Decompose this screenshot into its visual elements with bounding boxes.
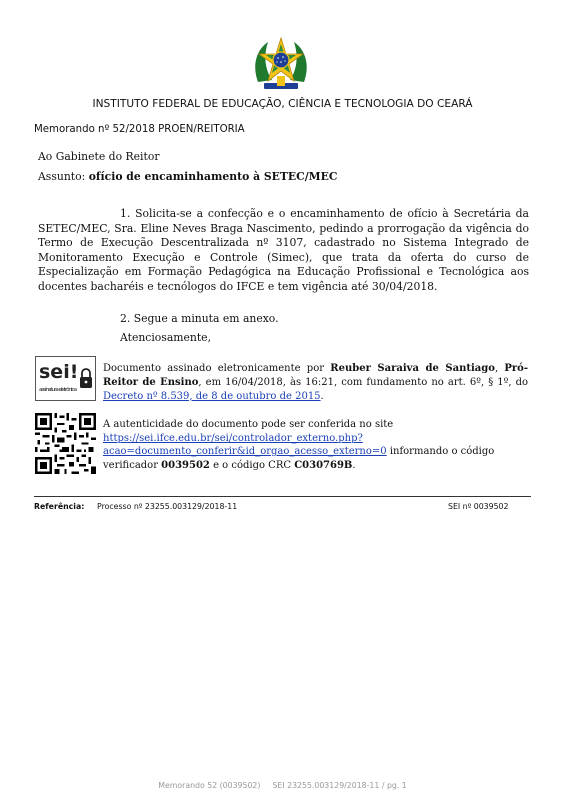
- verifier-code: 0039502: [161, 459, 210, 471]
- reference-divider: [34, 496, 531, 497]
- authenticity-end: .: [352, 459, 356, 471]
- memo-number: Memorando nº 52/2018 PROEN/REITORIA: [34, 124, 245, 135]
- crc-code: C030769B: [294, 459, 353, 471]
- sei-number: SEI nº 0039502: [448, 502, 509, 511]
- body-paragraph-1: [38, 207, 529, 295]
- body-paragraph-2: 2. Segue a minuta em anexo.: [120, 312, 279, 325]
- authenticity-intro: A autenticidade do documento pode ser conferida no site: [103, 419, 394, 430]
- padlock-icon: [80, 369, 92, 388]
- page-footer: [0, 781, 565, 790]
- subject-line: [38, 170, 337, 183]
- authenticity-text: [103, 418, 533, 472]
- qr-code-icon: [35, 413, 96, 474]
- reference-label: Referência:: [34, 502, 85, 511]
- sei-signature-logo: [35, 356, 96, 401]
- verification-url-line-2[interactable]: acao=documento_conferir&id_orgao_acesso_externo=0: [103, 446, 387, 457]
- brazil-coat-of-arms-icon: [250, 36, 312, 94]
- signature-end: .: [320, 390, 324, 402]
- signature-details: , em 16/04/2018, às 16:21, com fundamento no art. 6º, § 1º, do: [198, 376, 529, 388]
- sei-logo-icon: [36, 357, 95, 400]
- recipient: Ao Gabinete do Reitor: [38, 150, 160, 163]
- footer-process-page: SEI 23255.003129/2018-11 / pg. 1: [272, 781, 407, 790]
- authenticity-crc-label: e o código CRC: [209, 459, 295, 471]
- sei-logo-text: sei!: [39, 361, 79, 383]
- signature-text: [103, 362, 528, 403]
- subject-text: ofício de encaminhamento à SETEC/MEC: [88, 170, 338, 183]
- footer-document: Memorando 52 (0039502): [158, 781, 261, 790]
- subject-label: Assunto:: [38, 170, 89, 183]
- signer-name: Reuber Saraiva de Santiago: [330, 363, 495, 374]
- sei-logo-subtext: assinatura eletrônica: [39, 387, 77, 393]
- paragraph-1-text: 1. Solicita-se a confecção e o encaminhamento de ofício à Secretária da SETEC/MEC, Sra. Eline Neves Braga Nascimento, pedindo a prorrogação da vigência do Termo de Execução Descentralizada nº 3107, cadastrado no Sistema Integrado de Monitoramento Execução e Controle (Simec), que trata da oferta do curso de Especialização em Formação Pedagógica na Educação Profissional e Tecnológica aos docentes bacharéis e tecnólogos do IFCE e tem vigência até 30/04/2018.: [38, 207, 529, 293]
- reference-process: Processo nº 23255.003129/2018-11: [97, 502, 238, 511]
- decree-link[interactable]: Decreto nº 8.539, de 8 de outubro de 2015: [103, 390, 321, 402]
- closing-text: Atenciosamente,: [120, 331, 212, 344]
- signature-comma: ,: [494, 363, 505, 374]
- authenticity-mid: informando o código verificador: [103, 446, 495, 471]
- verification-url-line-1[interactable]: https://sei.ifce.edu.br/sei/controlador_externo.php?: [103, 432, 363, 444]
- signer-role: Pró-Reitor de Ensino: [103, 363, 528, 388]
- institute-name: INSTITUTO FEDERAL DE EDUCAÇÃO, CIÊNCIA E TECNOLOGIA DO CEARÁ: [92, 98, 473, 110]
- signature-intro: Documento assinado eletronicamente por: [103, 363, 331, 374]
